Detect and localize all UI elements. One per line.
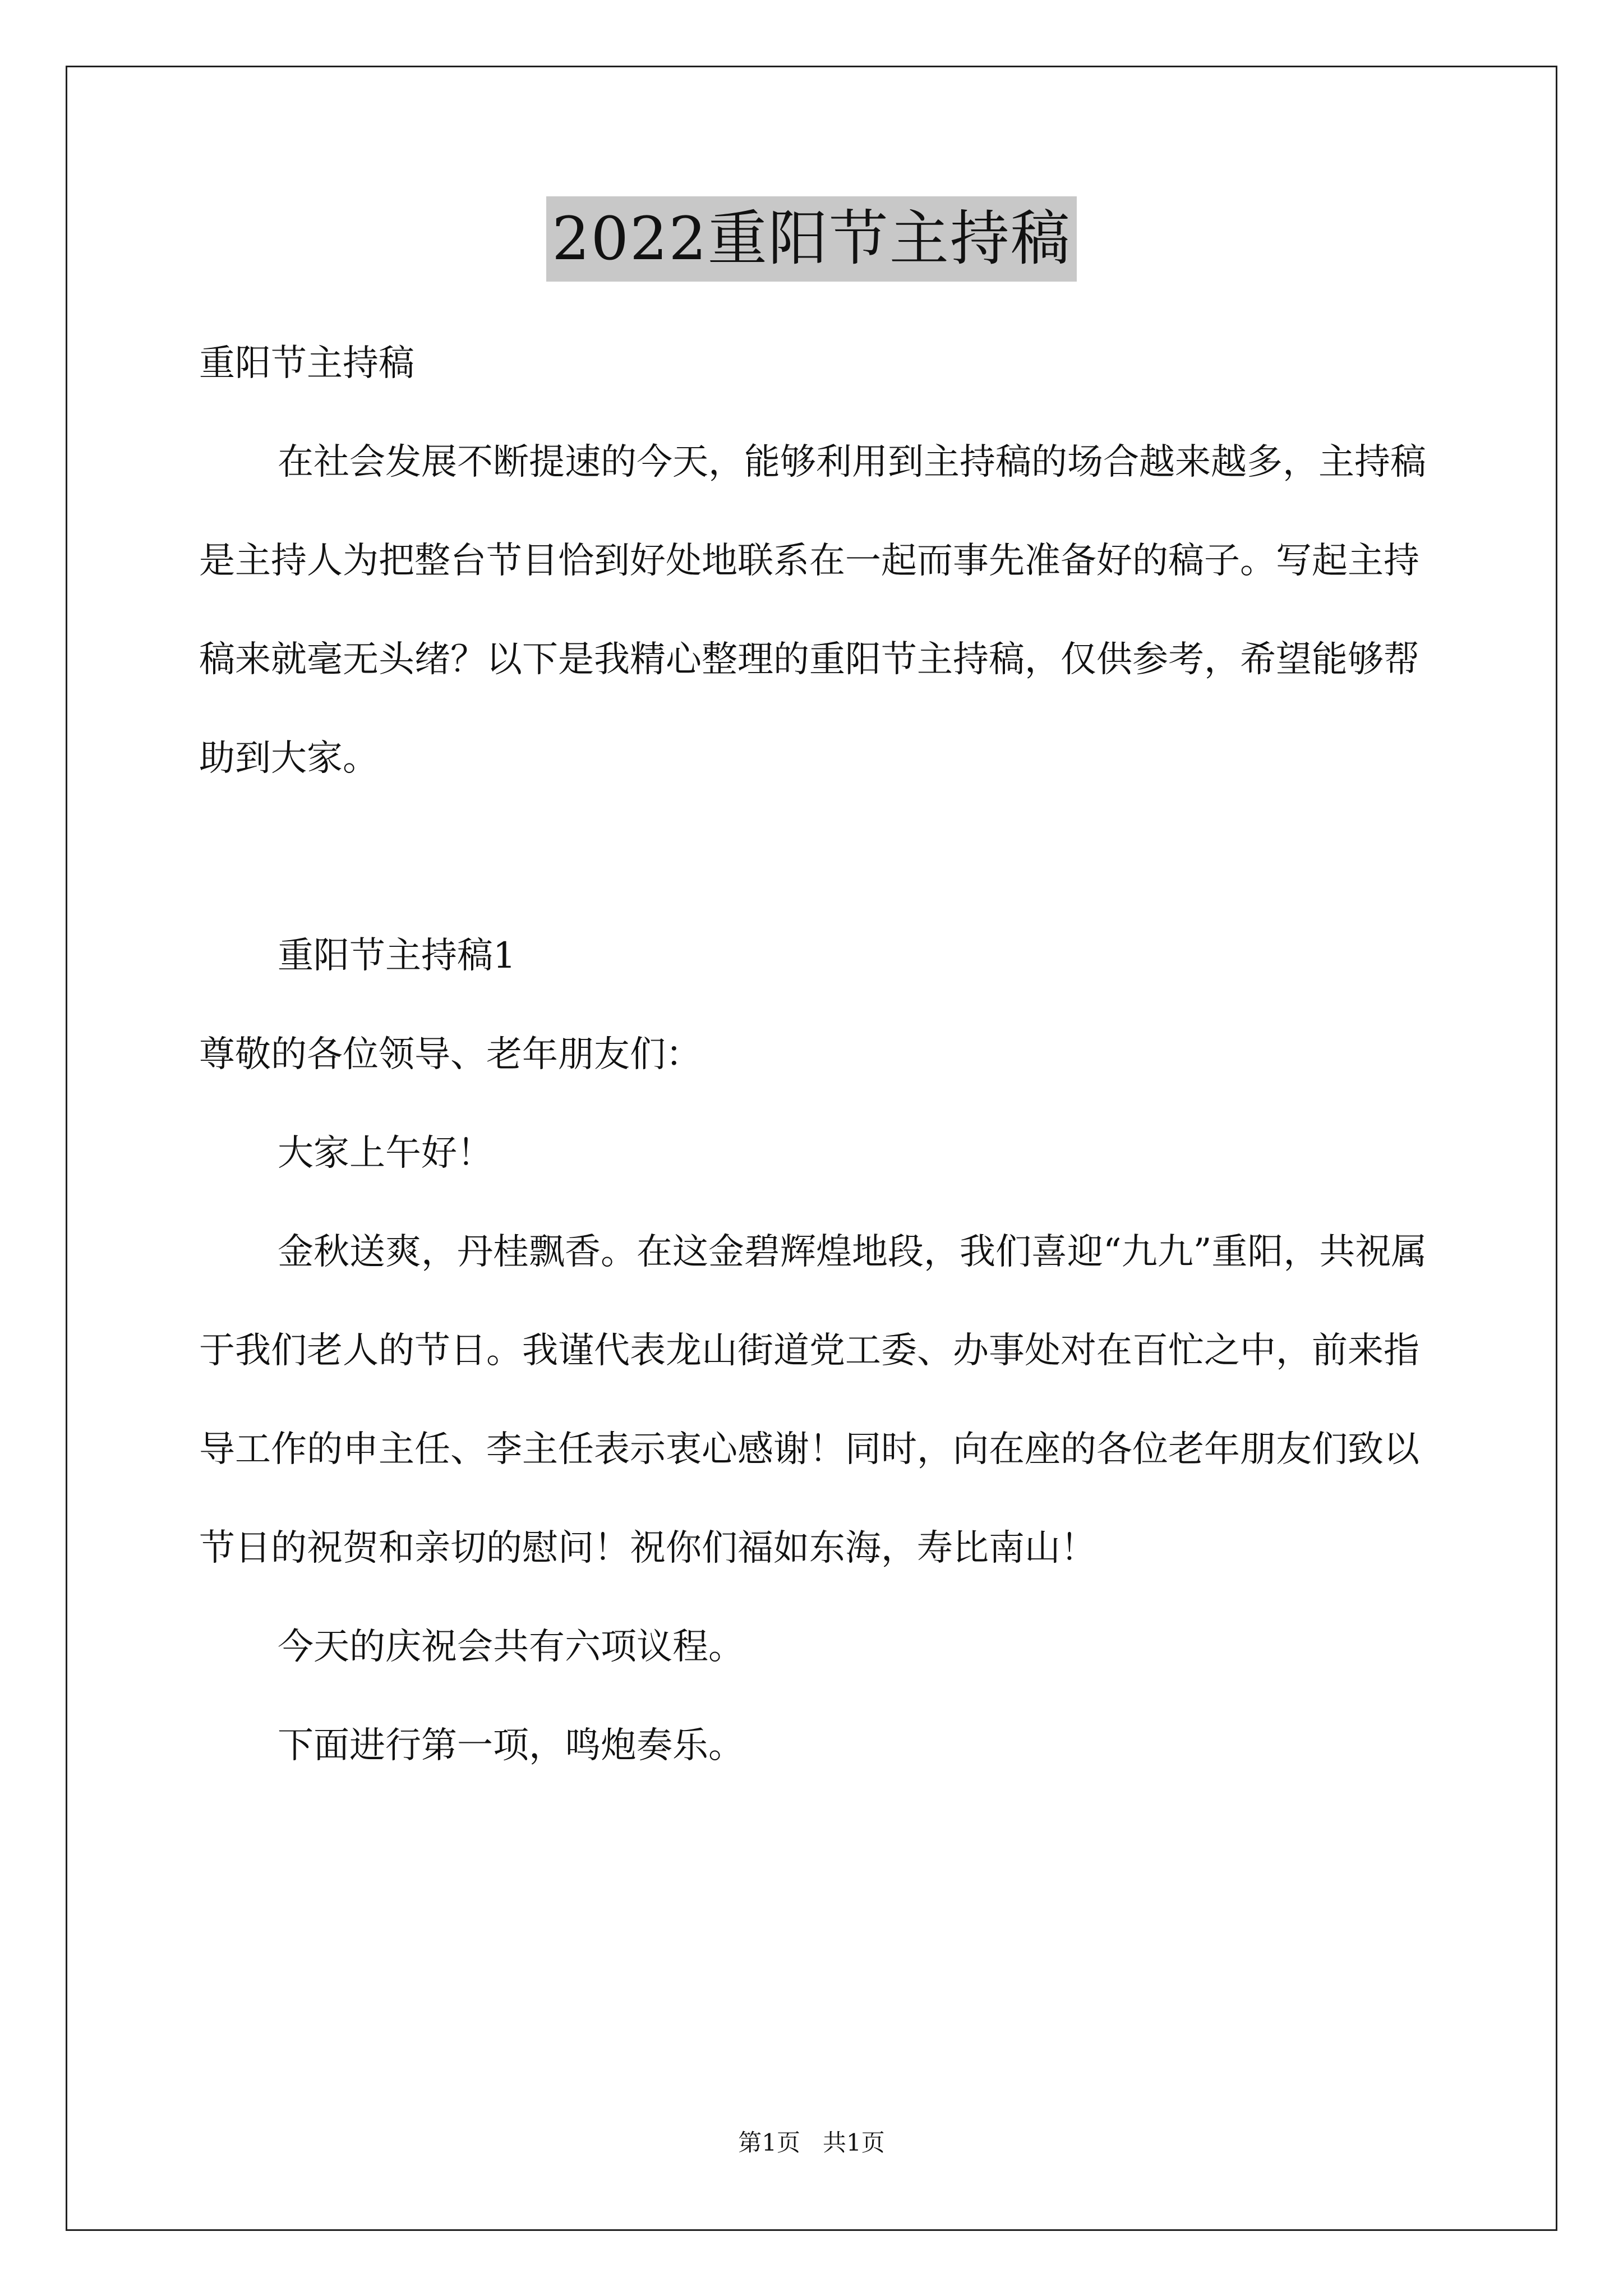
paragraph-section-title: 重阳节主持稿1 [278,935,516,977]
document-title: 2022重阳节主持稿 [546,196,1077,282]
paragraph-greeting: 大家上午好！ [278,1133,493,1174]
paragraph-heading: 重阳节主持稿 [199,343,414,384]
paragraph-spacer [199,808,1433,907]
paragraph-agenda: 今天的庆祝会共有六项议程。 [278,1626,744,1668]
title-container [0,196,1623,282]
paragraph-intro: 在社会发展不断提速的今天，能够利用到主持稿的场合越来越多，主持稿是主持人为把整台节目恰到好处地联系在一起而事先准备好的稿子。写起主持稿来就毫无头绪？以下是我精心整理的重阳节主持稿，仅供参考，希望能够帮助到大家。 [199,441,1426,779]
page-total: 共1页 [823,2129,885,2156]
paragraph-item-one: 下面进行第一项，鸣炮奏乐。 [278,1725,744,1766]
page-footer [0,2126,1623,2160]
paragraph-salutation: 尊敬的各位领导、老年朋友们： [199,1034,702,1075]
paragraph-opening: 金秋送爽，丹桂飘香。在这金碧辉煌地段，我们喜迎“九九”重阳，共祝属于我们老人的节日。我谨代表龙山街道党工委、办事处对在百忙之中，前来指导工作的申主任、李主任表示衷心感谢！同时，向在座的各位老年朋友们致以节日的祝贺和亲切的慰问！祝你们福如东海，寿比南山！ [199,1231,1427,1569]
document-body [199,314,1433,1795]
page-number: 第1页 [738,2129,800,2156]
